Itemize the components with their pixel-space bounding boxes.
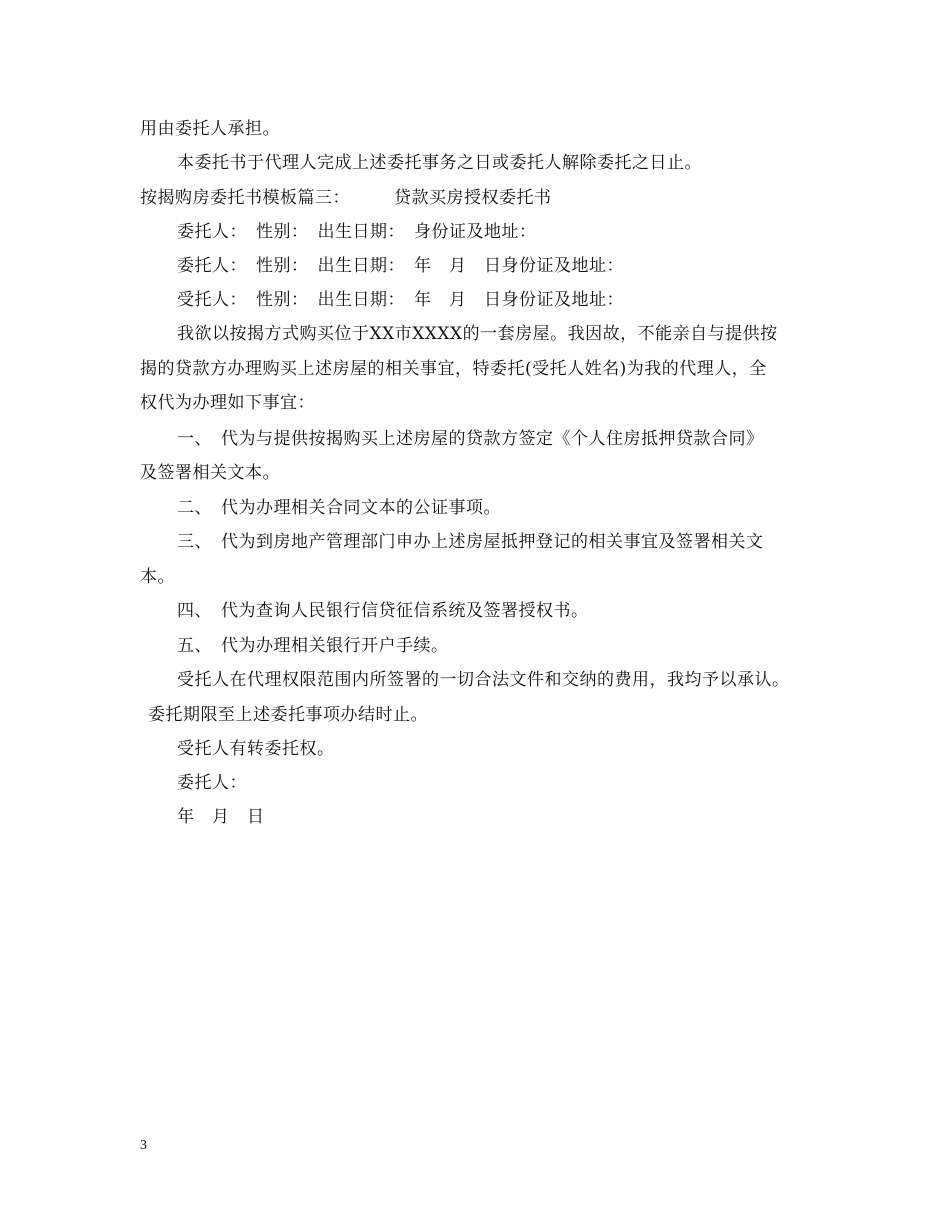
page-number: 3 (140, 1138, 147, 1153)
text-line: 揭的贷款方办理购买上述房屋的相关事宜，特委托(受托人姓名)为我的代理人，全 (140, 359, 767, 379)
text-line: 委托期限至上述委托事项办结时止。 (148, 705, 428, 725)
text-line: 委托人： 性别： 出生日期： 年 月 日身份证及地址： (177, 256, 624, 276)
list-item: 二、 代为办理相关合同文本的公证事项。 (177, 498, 501, 518)
section-heading: 按揭购房委托书模板篇三： 贷款买房授权委托书 (140, 188, 552, 208)
text-line: 本委托书于代理人完成上述委托事务之日或委托人解除委托之日止。 (177, 153, 702, 173)
list-item: 三、 代为到房地产管理部门申办上述房屋抵押登记的相关事宜及签署相关文 (177, 532, 764, 552)
text-line: 及签署相关文本。 (140, 463, 280, 483)
text-line: 权代为办理如下事宜： (140, 393, 315, 413)
text-line: 本。 (140, 567, 175, 587)
list-item: 五、 代为办理相关银行开户手续。 (177, 636, 449, 656)
text-line: 受托人有转委托权。 (177, 739, 335, 759)
text-line: 我欲以按揭方式购买位于XX市XXXX的一套房屋。我因故，不能亲自与提供按 (177, 324, 778, 344)
signature-label: 委托人： (177, 773, 247, 793)
text-line: 用由委托人承担。 (140, 119, 280, 139)
list-item: 四、 代为查询人民银行信贷征信系统及签署授权书。 (177, 601, 589, 621)
date-line: 年 月 日 (177, 807, 265, 827)
text-line: 受托人： 性别： 出生日期： 年 月 日身份证及地址： (177, 290, 624, 310)
text-line: 受托人在代理权限范围内所签署的一切合法文件和交纳的费用，我均予以承认。 (177, 670, 790, 690)
text-line: 委托人： 性别： 出生日期： 身份证及地址： (177, 222, 537, 242)
list-item: 一、 代为与提供按揭购买上述房屋的贷款方签定《个人住房抵押贷款合同》 (177, 429, 764, 449)
